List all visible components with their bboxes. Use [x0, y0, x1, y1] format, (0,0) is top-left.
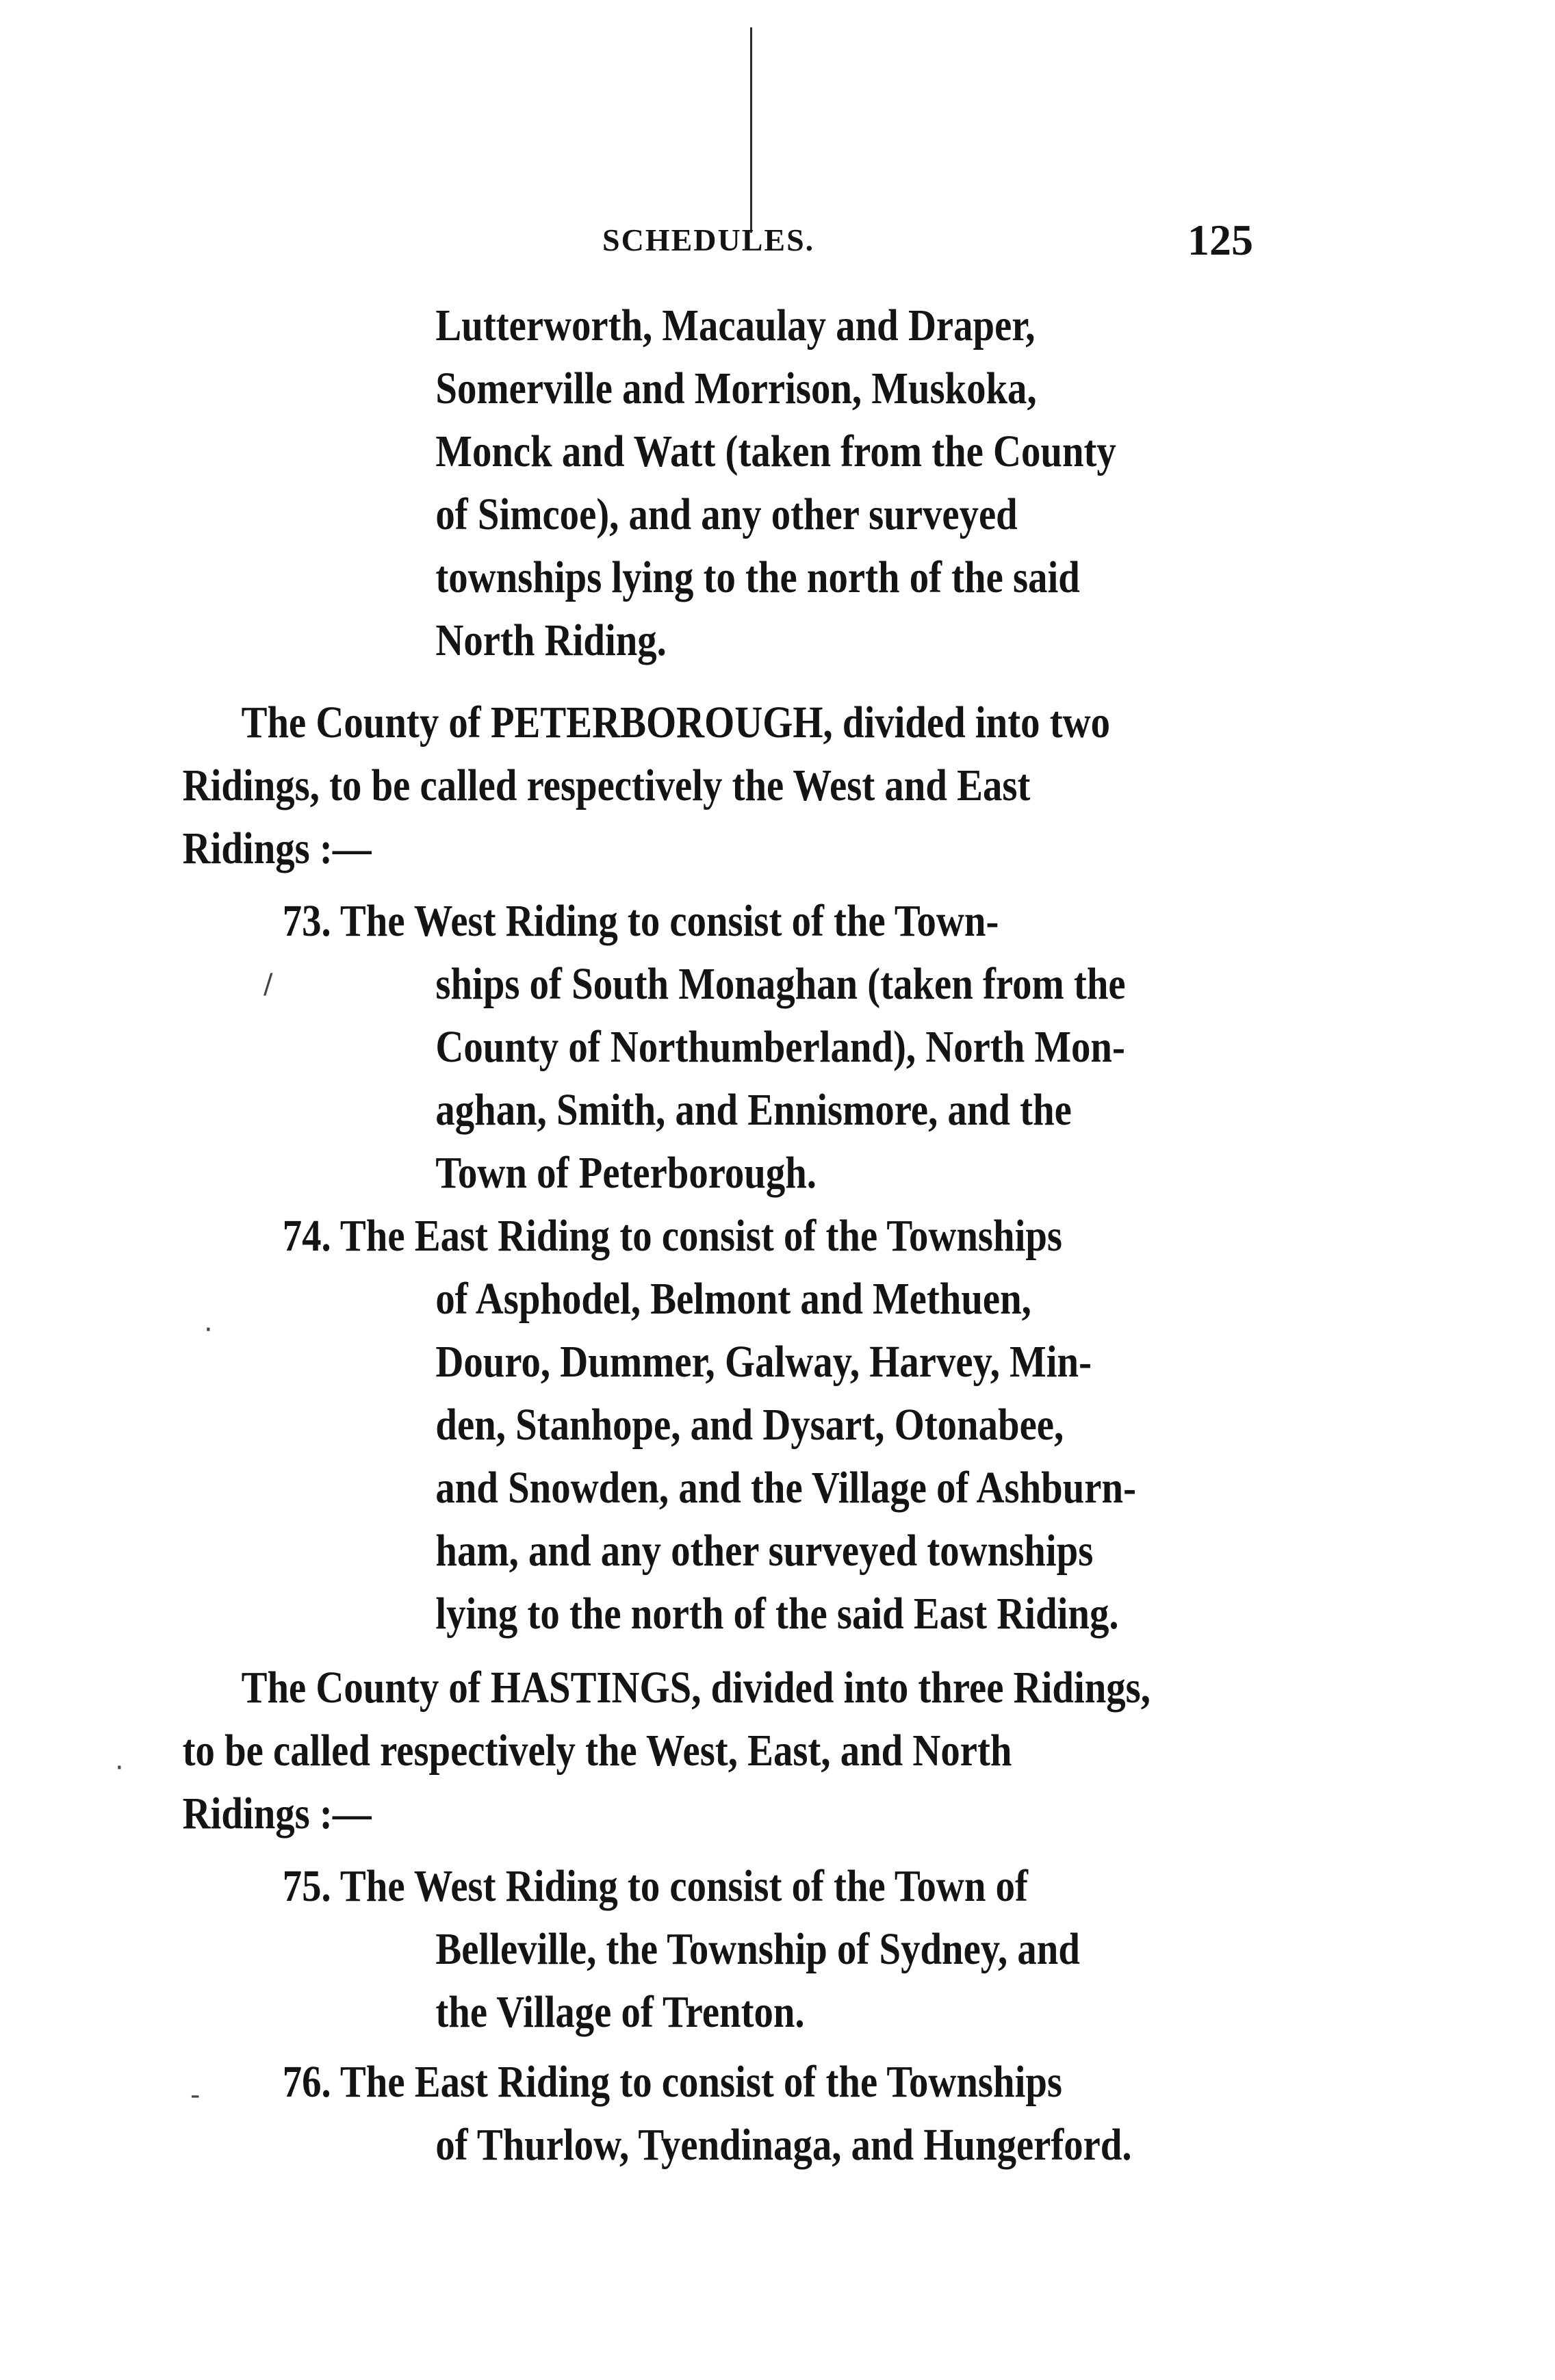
text-line: County of Northumberland), North Mon-	[435, 1022, 1125, 1072]
scan-speck: ·	[204, 1314, 213, 1346]
text-line: Somerville and Morrison, Muskoka,	[435, 363, 1037, 413]
text-line: Ridings, to be called respectively the West and East	[182, 760, 1031, 810]
running-title: SCHEDULES.	[602, 222, 815, 257]
text-line: 73. The West Riding to consist of the Town-	[282, 896, 999, 946]
scan-speck: /	[264, 969, 273, 1000]
text-line: Douro, Dummer, Galway, Harvey, Min-	[435, 1337, 1092, 1387]
text-line: townships lying to the north of the said	[435, 552, 1080, 602]
text-line: Lutterworth, Macaulay and Draper,	[435, 300, 1036, 350]
text-line: lying to the north of the said East Riding.	[435, 1589, 1119, 1639]
text-line: 76. The East Riding to consist of the Townships	[282, 2057, 1062, 2107]
scan-speck: ·	[115, 1752, 124, 1784]
text-line: The County of PETERBOROUGH, divided into two	[241, 698, 1111, 747]
text-line: 75. The West Riding to consist of the Town of	[282, 1861, 1028, 1911]
text-line: aghan, Smith, and Ennismore, and the	[435, 1085, 1072, 1135]
text-line: 74. The East Riding to consist of the Townships	[282, 1211, 1062, 1261]
text-line: of Asphodel, Belmont and Methuen,	[435, 1274, 1031, 1324]
text-line: to be called respectively the West, East, and North	[182, 1726, 1012, 1776]
scan-speck: -	[190, 2080, 201, 2111]
running-head	[0, 218, 1555, 272]
text-line: den, Stanhope, and Dysart, Otonabee,	[435, 1400, 1064, 1450]
text-line: Ridings :—	[182, 1789, 372, 1839]
text-line: of Simcoe), and any other surveyed	[435, 489, 1018, 539]
gutter-rule	[750, 27, 752, 233]
text-line: Ridings :—	[182, 823, 372, 873]
page-number: 125	[1187, 216, 1253, 264]
text-line: ham, and any other surveyed townships	[435, 1526, 1094, 1576]
text-line: Town of Peterborough.	[435, 1148, 817, 1198]
text-line: Belleville, the Township of Sydney, and	[435, 1924, 1080, 1974]
text-line: North Riding.	[435, 615, 667, 665]
text-line: Monck and Watt (taken from the County	[435, 426, 1116, 476]
text-line: the Village of Trenton.	[435, 1987, 805, 2037]
text-line: of Thurlow, Tyendinaga, and Hungerford.	[435, 2120, 1132, 2170]
text-line: The County of HASTINGS, divided into three Ridings,	[241, 1663, 1151, 1713]
text-line: ships of South Monaghan (taken from the	[435, 959, 1126, 1009]
text-line: and Snowden, and the Village of Ashburn-	[435, 1463, 1136, 1513]
